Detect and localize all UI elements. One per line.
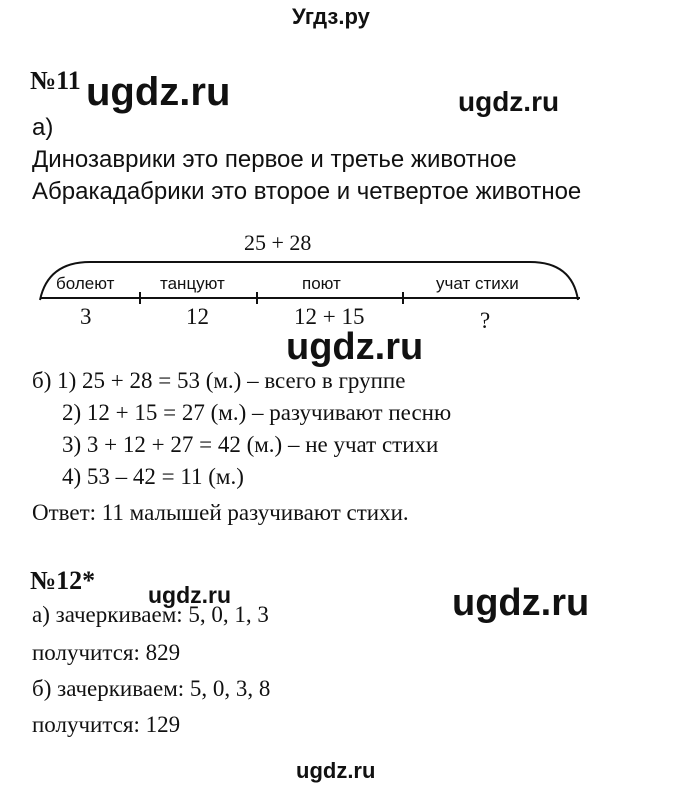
segment-label-2: танцуют (160, 274, 225, 293)
watermark-5: ugdz.ru (452, 582, 590, 624)
task12-line-1: а) зачеркиваем: 5, 0, 1, 3 (32, 602, 269, 627)
task12-line-3: б) зачеркиваем: 5, 0, 3, 8 (32, 676, 271, 701)
solution-line-1: б) 1) 25 + 28 = 53 (м.) – всего в группе (32, 368, 406, 393)
segment-value-2: 12 (186, 304, 209, 329)
task11-line2: Абракадабрики это второе и четвертое животное (32, 178, 582, 205)
task11-line1: Динозаврики это первое и третье животное (32, 146, 517, 173)
solution-line-2: 2) 12 + 15 = 27 (м.) – разучивают песню (62, 400, 452, 425)
task11-number: №11 (30, 66, 81, 95)
watermark-4: ugdz.ru (148, 582, 232, 608)
segment-label-1: болеют (56, 274, 115, 293)
task12-line-4: получится: 129 (32, 712, 181, 737)
watermark-1: ugdz.ru (86, 70, 231, 114)
segment-value-3: 12 + 15 (294, 304, 365, 329)
task12-number: №12* (30, 566, 96, 595)
part-a-label: а) (32, 114, 54, 141)
diagram-total: 25 + 28 (244, 230, 312, 255)
watermark-3: ugdz.ru (286, 326, 424, 368)
solution-line-4: 4) 53 – 42 = 11 (м.) (62, 464, 244, 489)
answer-line: Ответ: 11 малышей разучивают стихи. (32, 500, 409, 525)
segment-label-3: поют (302, 274, 341, 293)
segment-label-4: учат стихи (436, 274, 519, 293)
watermark-2: ugdz.ru (458, 86, 560, 117)
site-header: Угдз.ру (292, 4, 370, 29)
segment-value-4: ? (480, 308, 491, 333)
solution-line-3: 3) 3 + 12 + 27 = 42 (м.) – не учат стихи (62, 432, 439, 457)
segment-value-1: 3 (80, 304, 92, 329)
watermark-6: ugdz.ru (296, 758, 376, 783)
task12-line-2: получится: 829 (32, 640, 181, 665)
